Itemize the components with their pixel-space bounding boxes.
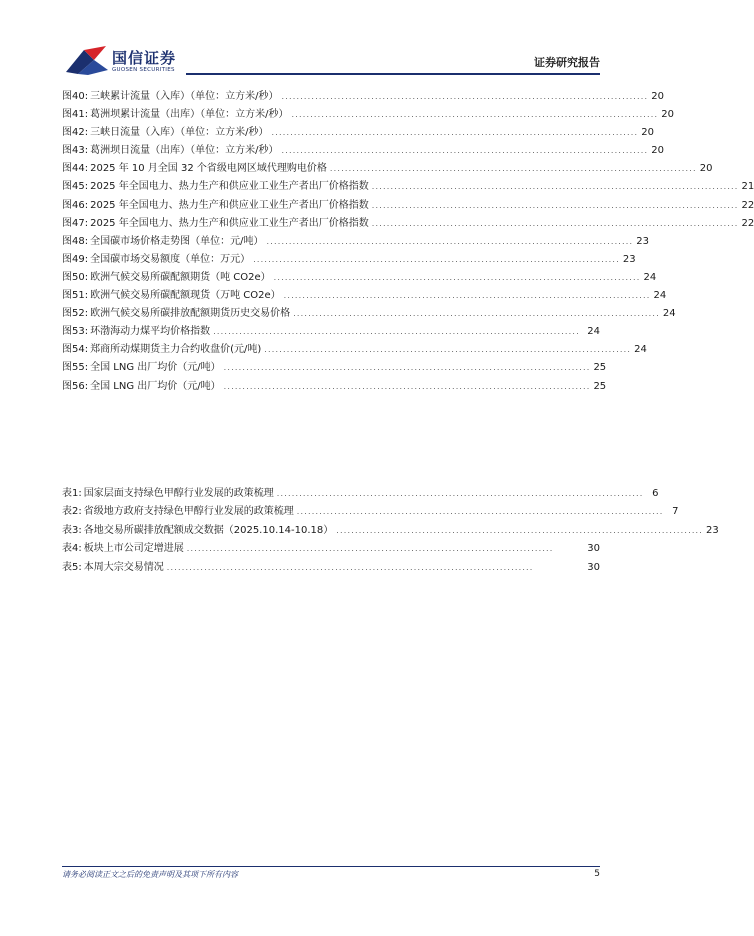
toc-table-number: 表4: [62, 543, 82, 555]
toc-figure-title: 郑商所动煤期货主力合约收盘价(元/吨) [90, 344, 262, 356]
toc-figure-title: 三峡累计流量（入库）（单位：立方米/秒） [90, 91, 279, 102]
toc-leader-dots: .................................................................................................. [166, 562, 534, 572]
guosen-logo-mark-icon [64, 44, 110, 76]
toc-figure-number: 图43: [62, 145, 89, 157]
toc-page-number: 23 [622, 253, 636, 265]
toc-figure-row[interactable] [62, 235, 650, 248]
toc-table-row[interactable] [62, 506, 679, 518]
toc-page-number: 22 [741, 199, 754, 211]
toc-figure-row[interactable] [62, 326, 600, 338]
toc-figure-title: 欧洲气候交易所碳配额现货（万吨 CO2e） [90, 290, 281, 302]
toc-figure-number: 图45: [62, 181, 89, 193]
toc-figure-title: 欧洲气候交易所碳排放配额期货历史交易价格 [90, 308, 291, 320]
toc-leader-dots: .................................................................................................. [213, 327, 580, 337]
toc-figure-row[interactable] [62, 253, 636, 266]
footer-page-number: 5 [594, 869, 600, 879]
toc-table-number: 表1: [62, 488, 82, 499]
toc-leader-dots: .................................................................................................. [336, 525, 704, 535]
toc-figure-row[interactable] [62, 127, 655, 139]
toc-page-number: 24 [634, 344, 647, 356]
toc-table-title: 国家层面支持绿色甲醇行业发展的政策梳理 [83, 488, 274, 499]
toc-figure-number: 图42: [62, 127, 89, 139]
toc-leader-dots: .................................................................................................. [264, 345, 632, 355]
toc-page-number: 6 [652, 488, 659, 499]
toc-figure-row[interactable] [62, 217, 754, 230]
page-header [0, 0, 662, 80]
toc-figure-row[interactable] [62, 181, 754, 193]
toc-leader-dots: .................................................................................................. [293, 309, 660, 319]
toc-figure-title: 2025 年全国电力、热力生产和供应业工业生产者出厂价格指数 [90, 199, 369, 211]
footer-disclaimer: 请务必阅读正文之后的免责声明及其项下所有内容 [62, 870, 238, 879]
toc-figure-row[interactable] [62, 308, 676, 320]
footer-divider [62, 866, 600, 867]
toc-table-number: 表2: [62, 506, 82, 518]
toc-figure-title: 2025 年全国电力、热力生产和供应业工业生产者出厂价格指数 [90, 217, 369, 229]
toc-figure-title: 2025 年全国电力、热力生产和供应业工业生产者出厂价格指数 [90, 181, 369, 193]
toc-figure-number: 图47: [62, 217, 89, 229]
toc-leader-dots: .................................................................................................. [186, 544, 554, 554]
toc-page-number: 24 [643, 271, 657, 283]
toc-page-number: 23 [636, 235, 650, 247]
toc-figure-row[interactable] [62, 91, 665, 103]
logo-english-name: GUOSEN SECURITIES [112, 67, 175, 73]
toc-leader-dots: .................................................................................................. [253, 254, 620, 264]
toc-figure-number: 图40: [62, 91, 89, 102]
toc-figure-row[interactable] [62, 290, 667, 302]
toc-table-row[interactable] [62, 524, 719, 537]
toc-page-number: 20 [661, 109, 675, 121]
toc-figure-number: 图56: [62, 380, 89, 392]
toc-figure-row[interactable] [62, 344, 647, 356]
toc-figure-row[interactable] [62, 362, 607, 374]
toc-leader-dots: .................................................................................................. [281, 92, 649, 101]
toc-figure-number: 图41: [62, 109, 89, 121]
toc-table-title: 省级地方政府支持绿色甲醇行业发展的政策梳理 [83, 506, 294, 518]
guosen-logo [64, 44, 184, 78]
toc-table-title: 各地交易所碳排放配额成交数据（2025.10.14-10.18） [83, 524, 334, 536]
toc-figure-row[interactable] [62, 271, 657, 284]
toc-figure-number: 图52: [62, 308, 89, 320]
toc-figure-title: 欧洲气候交易所碳配额期货（吨 CO2e） [90, 271, 271, 283]
toc-table-title: 板块上市公司定增进展 [83, 543, 184, 555]
toc-page-number: 7 [672, 506, 679, 518]
toc-figure-title: 葛洲坝日流量（出库）（单位：立方米/秒） [90, 145, 279, 157]
toc-page-number: 21 [741, 181, 754, 193]
toc-page-number: 20 [651, 91, 665, 102]
toc-figure-number: 图55: [62, 362, 89, 374]
toc-figure-title: 全国 LNG 出厂均价（元/吨） [90, 362, 221, 374]
toc-leader-dots: .................................................................................................. [281, 146, 649, 156]
toc-page-number: 20 [641, 127, 655, 139]
toc-leader-dots: .................................................................................................. [371, 182, 739, 192]
toc-figure-number: 图53: [62, 326, 89, 338]
toc-page-number: 23 [706, 524, 719, 536]
logo-chinese-name: 国信证券 [112, 49, 177, 67]
toc-figure-title: 葛洲坝累计流量（出库）（单位：立方米/秒） [90, 109, 289, 121]
header-divider [186, 73, 600, 75]
toc-figure-number: 图50: [62, 271, 89, 283]
figure-index-list [62, 91, 754, 399]
toc-figure-row[interactable] [62, 380, 607, 393]
toc-figure-number: 图48: [62, 235, 89, 247]
toc-page-number: 24 [653, 290, 667, 302]
toc-table-title: 本周大宗交易情况 [83, 561, 164, 573]
toc-page-number: 20 [651, 145, 665, 157]
toc-page-number: 30 [587, 543, 600, 555]
toc-page-number: 24 [587, 326, 600, 338]
toc-table-number: 表5: [62, 561, 82, 573]
toc-page-number: 20 [699, 163, 713, 175]
toc-figure-title: 全国碳市场交易额度（单位：万元） [90, 253, 251, 265]
toc-figure-row[interactable] [62, 145, 665, 157]
toc-page-number: 25 [593, 380, 607, 392]
toc-leader-dots: .................................................................................................. [296, 507, 664, 517]
toc-figure-number: 图49: [62, 253, 89, 265]
toc-page-number: 30 [587, 561, 600, 573]
toc-leader-dots: .................................................................................................. [371, 218, 739, 228]
toc-table-row[interactable] [62, 543, 600, 555]
toc-figure-title: 环渤海动力煤平均价格指数 [90, 326, 211, 338]
toc-figure-number: 图44: [62, 163, 89, 175]
toc-leader-dots: .................................................................................................. [223, 363, 591, 373]
toc-table-row[interactable] [62, 562, 600, 574]
toc-leader-dots: .................................................................................................. [283, 291, 651, 301]
toc-page-number: 22 [741, 217, 754, 229]
toc-figure-title: 三峡日流量（入库）（单位：立方米/秒） [90, 127, 269, 139]
toc-page-number: 24 [662, 308, 676, 320]
report-type-label: 证券研究报告 [534, 56, 600, 69]
toc-leader-dots: .................................................................................................. [273, 272, 641, 282]
toc-figure-number: 图46: [62, 199, 89, 211]
toc-figure-row[interactable] [62, 163, 713, 175]
toc-figure-title: 全国碳市场价格走势图（单位：元/吨） [90, 235, 264, 247]
toc-leader-dots: .................................................................................................. [371, 200, 739, 210]
table-index-list [62, 488, 719, 580]
toc-table-row[interactable] [62, 488, 659, 500]
toc-figure-title: 2025 年 10 月全国 32 个省级电网区域代理购电价格 [90, 163, 327, 175]
toc-page-number: 25 [593, 362, 607, 374]
toc-figure-number: 图51: [62, 290, 89, 302]
toc-leader-dots: .................................................................................................. [271, 128, 639, 138]
toc-leader-dots: .................................................................................................. [223, 381, 591, 391]
toc-leader-dots: .................................................................................................. [329, 164, 697, 174]
toc-table-number: 表3: [62, 524, 82, 536]
toc-leader-dots: .................................................................................................. [291, 110, 659, 120]
toc-figure-title: 全国 LNG 出厂均价（元/吨） [90, 380, 221, 392]
toc-leader-dots: .................................................................................................. [266, 236, 634, 246]
toc-figure-row[interactable] [62, 199, 754, 212]
toc-leader-dots: .................................................................................................. [276, 489, 644, 498]
toc-figure-row[interactable] [62, 109, 675, 121]
toc-figure-number: 图54: [62, 344, 89, 356]
